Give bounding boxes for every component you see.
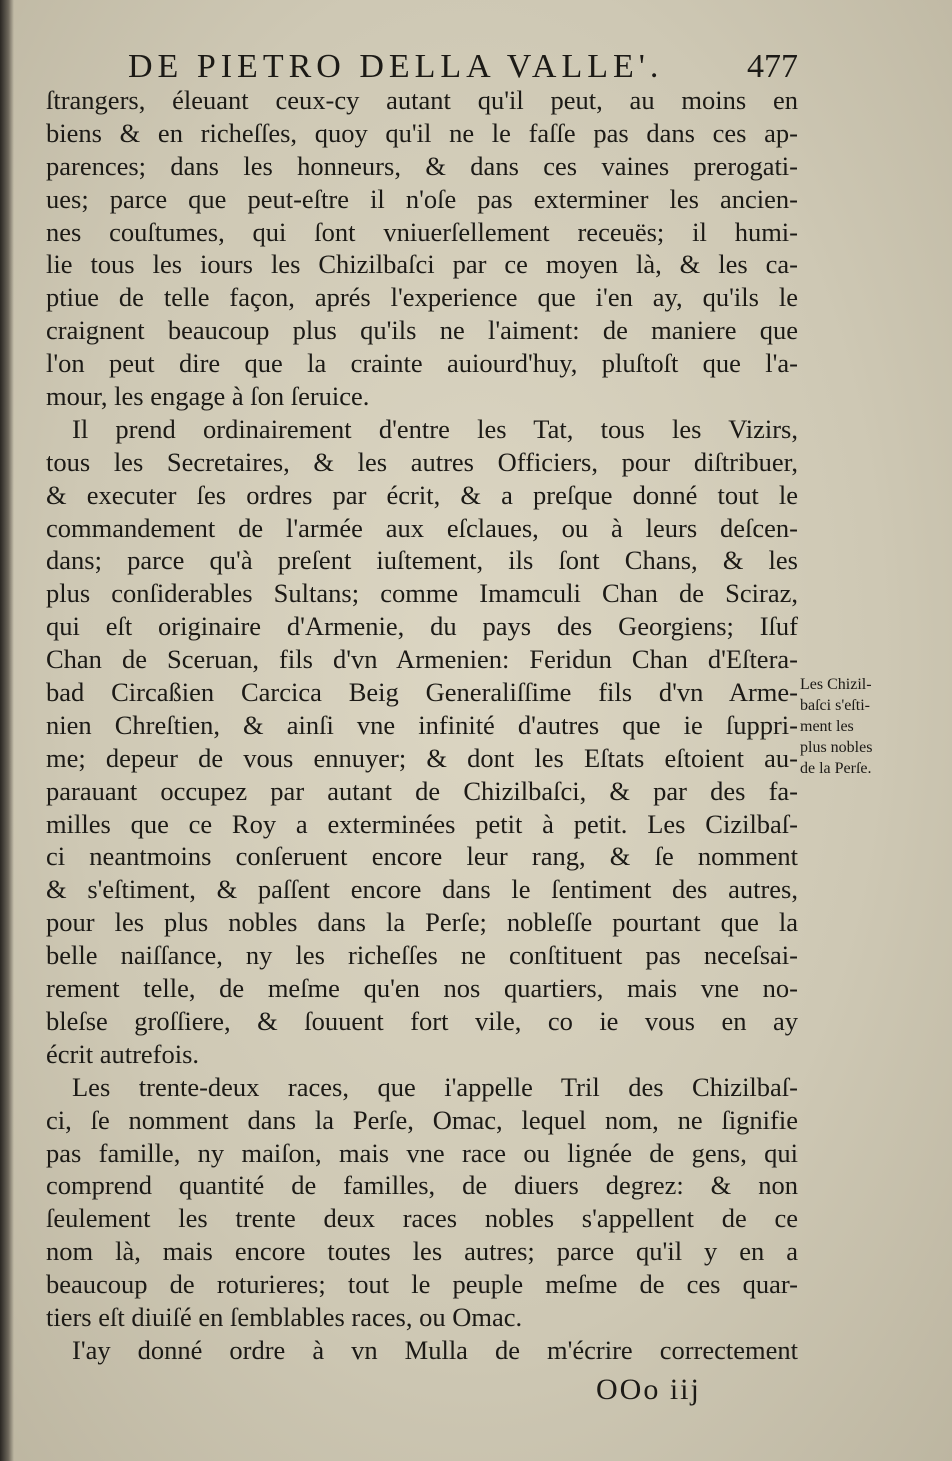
text-line: ci neantmoins conſeruent encore leur rang, & ſe nomment [46,841,798,872]
text-line: nom là, mais encore toutes les autres; parce qu'il y en a [46,1236,798,1267]
text-line: commandement de l'armée aux eſclaues, ou à leurs deſcen- [46,512,798,543]
text-line: Il prend ordinairement d'entre les Tat, tous les Vizirs, [72,413,798,444]
page-gutter-shadow [0,0,14,1461]
text-line: rement telle, de meſme qu'en nos quartiers, mais vne no- [46,973,798,1004]
text-line: craignent beaucoup plus qu'ils ne l'aiment: de maniere que [46,315,798,346]
text-line: nien Chreſtien, & ainſi vne infinité d'autres que ie ſuppri- [46,709,798,740]
text-line: nes couſtumes, qui ſont vniuerſellement receuës; il humi- [46,216,798,247]
text-line: bleſse groſſiere, & ſouuent fort vile, co ie vous en ay [46,1005,798,1036]
text-line: ſtrangers, éleuant ceux-cy autant qu'il peut, au moins en [46,85,798,115]
text-line: beaucoup de roturieres; tout le peuple meſme de ces quar- [46,1269,798,1300]
margin-note-line: plus nobles [800,739,873,756]
margin-note [800,674,910,779]
text-line: biens & en richeſſes, quoy qu'il ne le faſſe pas dans ces ap- [46,117,798,148]
text-line: ci, ſe nomment dans la Perſe, Omac, lequel nom, ne ſignifie [46,1104,798,1135]
running-title: DE PIETRO DELLA VALLE'. [128,48,664,85]
text-line: milles que ce Roy a exterminées petit à petit. Les Cizilbaſ- [46,808,798,839]
body-text [46,84,798,1367]
text-line: qui eſt originaire d'Armenie, du pays des Georgiens; Iſuf [46,611,798,642]
text-line: belle naiſſance, ny les richeſſes ne conſtituent pas neceſsai- [46,940,798,971]
text-line: pas famille, ny maiſon, mais vne race ou lignée de gens, qui [46,1137,798,1168]
text-line: l'on peut dire que la crainte auiourd'huy, pluſtoſt que l'a- [46,348,798,379]
text-line: plus conſiderables Sultans; comme Imamculi Chan de Sciraz, [46,578,798,609]
text-line: Les trente-deux races, que i'appelle Tril des Chizilbaſ- [72,1071,798,1102]
text-line: pour les plus nobles dans la Perſe; nobleſſe pourtant que la [46,907,798,938]
text-line: écrit autrefois. [46,1038,200,1069]
text-line: & s'eſtiment, & paſſent encore dans le ſentiment des autres, [46,874,798,905]
margin-note-line: de la Perſe. [800,760,872,777]
text-line: bad Circaßien Carcica Beig Generaliſſime fils d'vn Arme- [46,677,798,708]
text-line: parences; dans les honneurs, & dans ces vaines prerogati- [46,150,798,181]
text-line: ptiue de telle façon, aprés l'experience que i'en ay, qu'ils le [46,282,798,313]
text-line: dans; parce qu'à preſent iuſtement, ils ſont Chans, & les [46,545,798,576]
text-line: comprend quantité de familles, de diuers degrez: & non [46,1170,798,1201]
page-number: 477 [747,48,798,85]
text-line: & executer ſes ordres par écrit, & a preſque donné tout le [46,479,798,510]
margin-note-line: ment les [800,718,854,735]
text-line: tiers eſt diuiſé en ſemblables races, ou Omac. [46,1301,523,1332]
text-line: I'ay donné ordre à vn Mulla de m'écrire correctement [72,1334,798,1365]
text-line: ues; parce que peut-eſtre il n'oſe pas exterminer les ancien- [46,183,798,214]
text-line: me; depeur de vous ennuyer; & dont les Eſtats eſtoient au- [46,742,798,773]
text-line: ſeulement les trente deux races nobles s'appellent de ce [46,1203,798,1234]
text-line: Chan de Sceruan, fils d'vn Armenien: Feridun Chan d'Eſtera- [46,644,798,675]
text-line: parauant occupez par autant de Chizilbaſci, & par des fa- [46,775,798,806]
text-line: mour, les engage à ſon ſeruice. [46,381,370,412]
margin-note-line: baſci s'eſti- [800,697,870,714]
text-line: lie tous les iours les Chizilbaſci par ce moyen là, & les ca- [46,249,798,280]
text-line: tous les Secretaires, & les autres Officiers, pour diſtribuer, [46,446,798,477]
signature-mark: OOo iij [596,1373,701,1406]
margin-note-line: Les Chizil- [800,676,872,693]
